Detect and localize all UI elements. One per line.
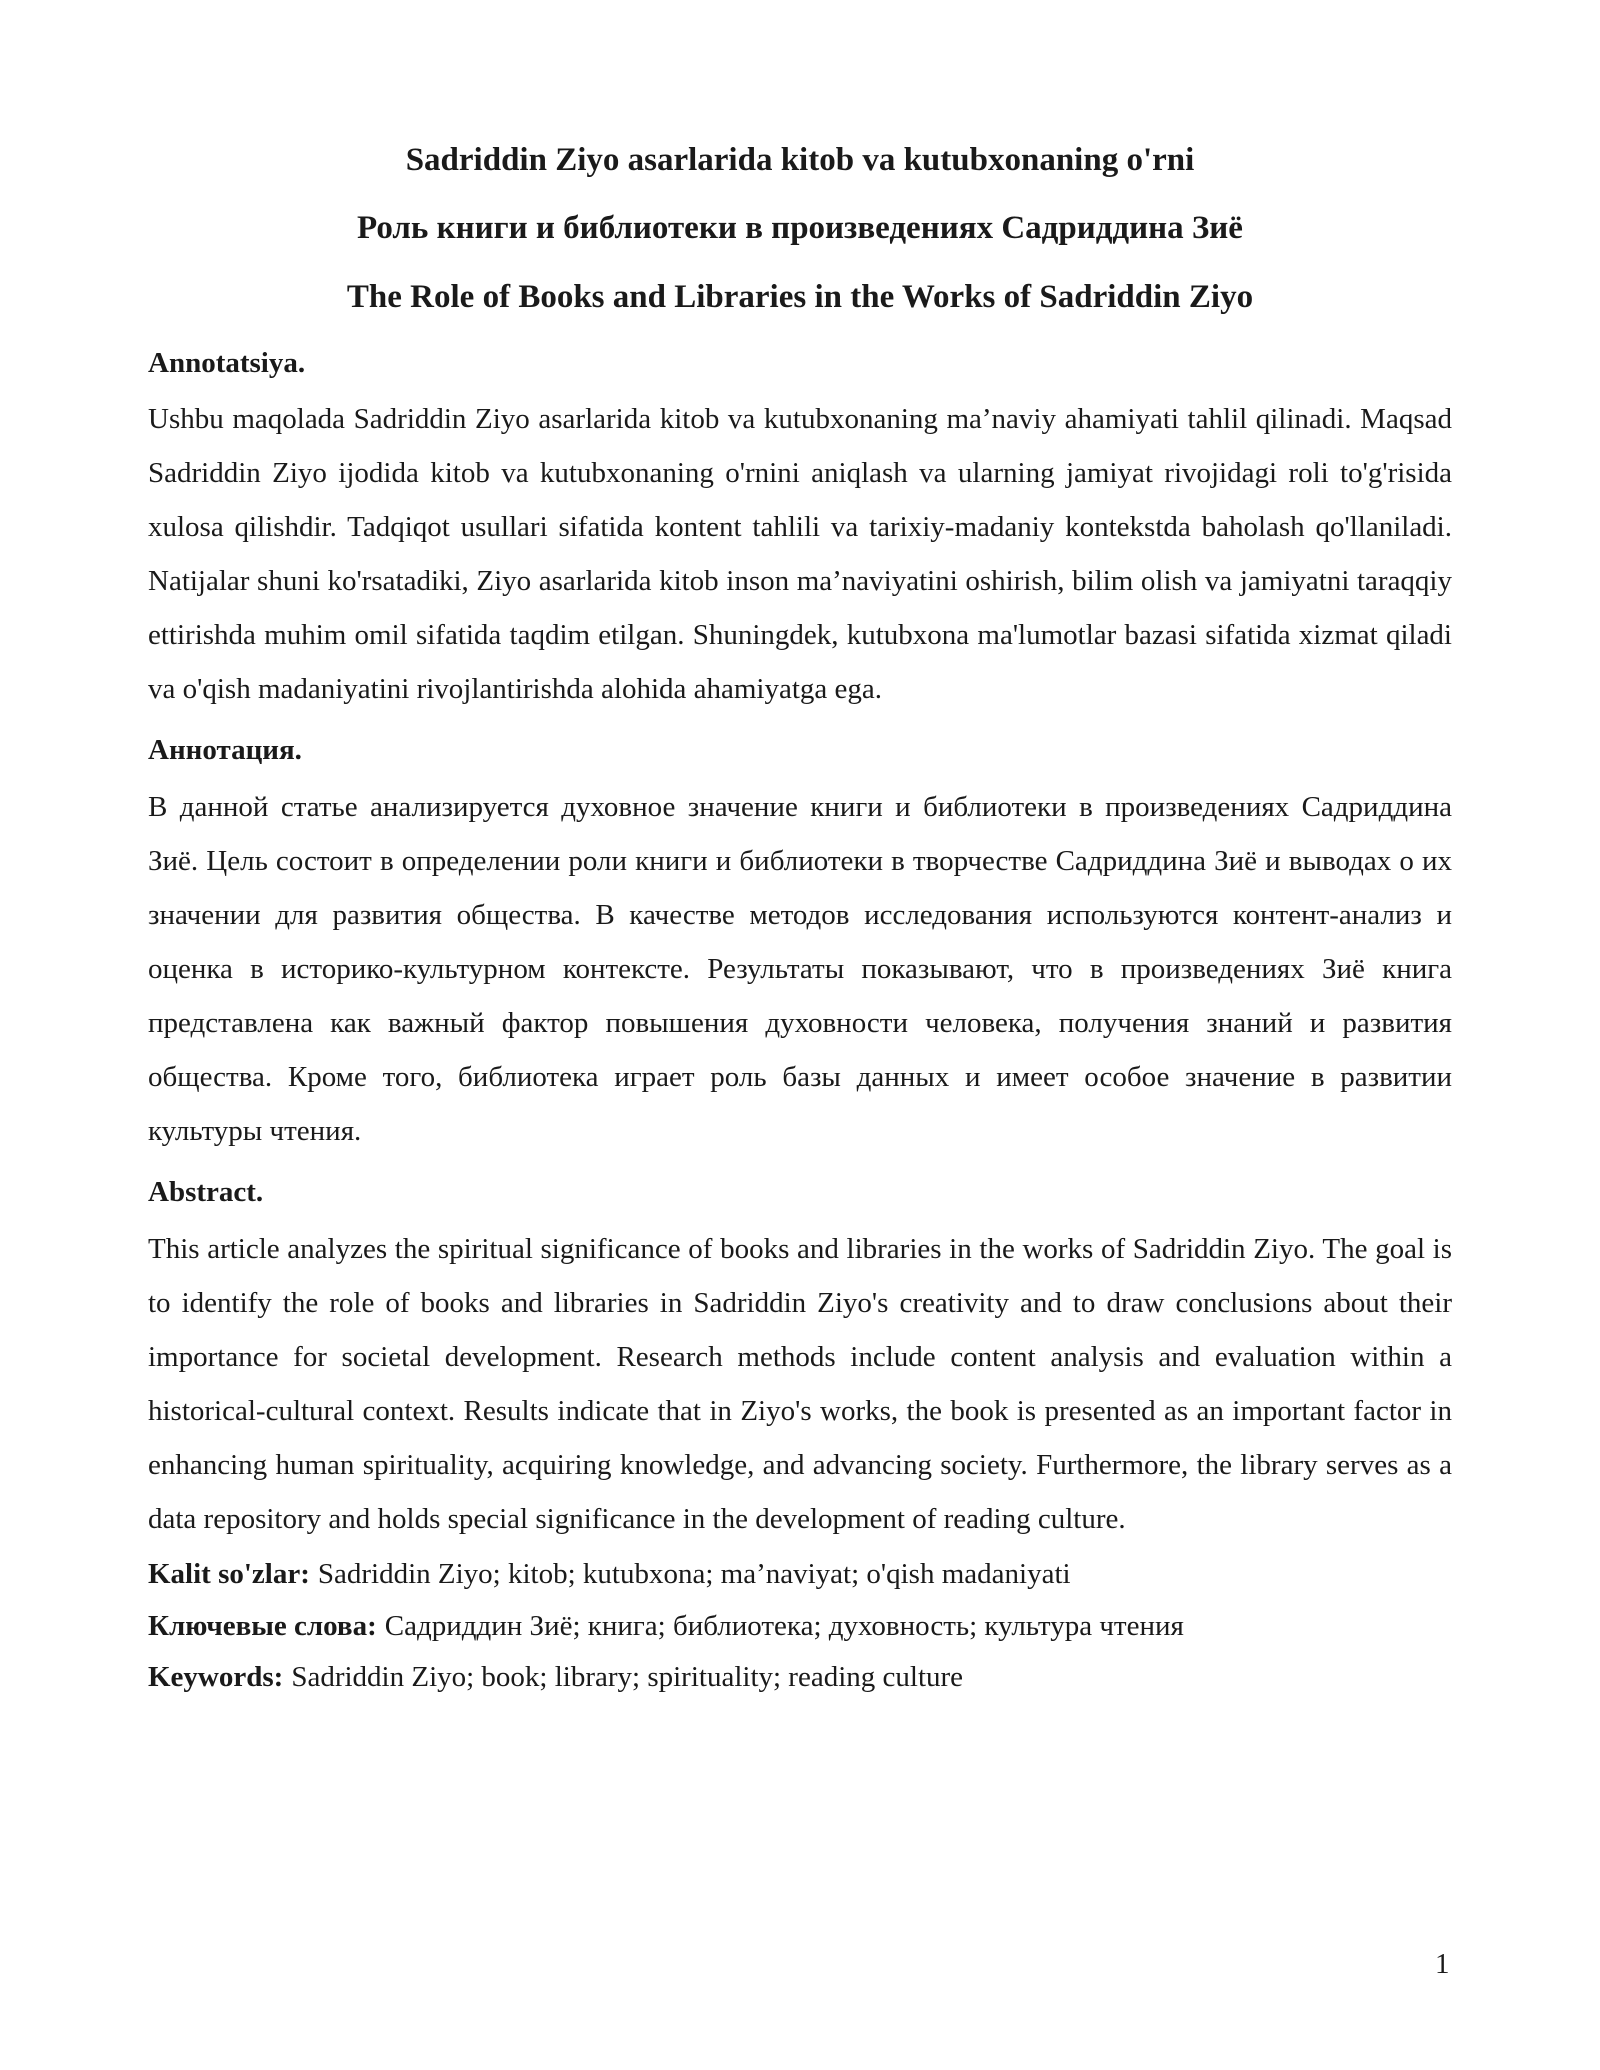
keywords-english bbox=[148, 1659, 1452, 1697]
abstract-russian-heading: Аннотация. bbox=[148, 734, 302, 767]
abstract-uzbek-heading: Annotatsiya. bbox=[148, 346, 306, 379]
abstract-russian-section bbox=[148, 732, 1452, 1158]
keywords-english-text: Sadriddin Ziyo; book; library; spirituality; reading culture bbox=[291, 1661, 964, 1694]
abstract-english-section bbox=[148, 1174, 1452, 1546]
page-number: 1 bbox=[1435, 1948, 1450, 1980]
title-english: The Role of Books and Libraries in the Works of Sadriddin Ziyo bbox=[346, 278, 1254, 315]
abstract-english-text: This article analyzes the spiritual significance of books and libraries in the works of Sadriddin Ziyo. The goal is to identify the role of books and libraries in Sadriddin Ziyo's creativity and to draw conclusions about their importance for societal development. Research methods include content analysis and evaluation within a historical-cultural context. Results indicate that in Ziyo's works, the book is presented as an important factor in enhancing human spirituality, acquiring knowledge, and advancing society. Furthermore, the library serves as a data repository and holds special significance in the development of reading culture. bbox=[148, 1232, 1452, 1535]
keywords-uzbek-text: Sadriddin Ziyo; kitob; kutubxona; ma’naviyat; o'qish madaniyati bbox=[317, 1557, 1071, 1590]
abstract-uzbek-text: Ushbu maqolada Sadriddin Ziyo asarlarida kitob va kutubxonaning ma’naviy ahamiyati tahlil qilinadi. Maqsad Sadriddin Ziyo ijodida kitob va kutubxonaning o'rnini aniqlash va ularning jamiyat rivojidagi roli to'g'risida xulosa qilishdir. Tadqiqot usullari sifatida kontent tahlili va tarixiy-madaniy kontekstda baholash qo'llaniladi. Natijalar shuni ko'rsatadiki, Ziyo asarlarida kitob inson ma’naviyatini oshirish, bilim olish va jamiyatni taraqqiy ettirishda muhim omil sifatida taqdim etilgan. Shuningdek, kutubxona ma'lumotlar bazasi sifatida xizmat qiladi va o'qish madaniyatini rivojlantirishda alohida ahamiyatga ega. bbox=[148, 403, 1452, 706]
title-russian: Роль книги и библиотеки в произведениях Садриддина Зиё bbox=[357, 210, 1243, 247]
keywords-english-label: Keywords: bbox=[148, 1661, 284, 1694]
keywords-uzbek bbox=[148, 1556, 1452, 1594]
keywords-uzbek-label: Kalit so'zlar: bbox=[148, 1557, 310, 1590]
abstract-russian-text: В данной статье анализируется духовное значение книги и библиотеки в произведениях Садриддина Зиё. Цель состоит в определении роли книги и библиотеки в творчестве Садриддина Зиё и выводах о их значении для развития общества. В качестве методов исследования используются контент-анализ и оценка в историко-культурном контексте. Результаты показывают, что в произведениях Зиё книга представлена как важный фактор повышения духовности человека, получения знаний и развития общества. Кроме того, библиотека играет роль базы данных и имеет особое значение в развитии культуры чтения. bbox=[148, 791, 1452, 1148]
title-uzbek: Sadriddin Ziyo asarlarida kitob va kutubxonaning o'rni bbox=[405, 142, 1195, 178]
keywords-russian-label: Ключевые слова: bbox=[148, 1609, 377, 1642]
abstract-english-heading: Abstract. bbox=[148, 1176, 264, 1209]
keywords-russian-text: Садриддин Зиё; книга; библиотека; духовность; культура чтения bbox=[384, 1609, 1184, 1642]
abstract-uzbek-section bbox=[148, 345, 1452, 717]
document-page bbox=[148, 140, 1452, 1697]
keywords-russian bbox=[148, 1608, 1452, 1646]
